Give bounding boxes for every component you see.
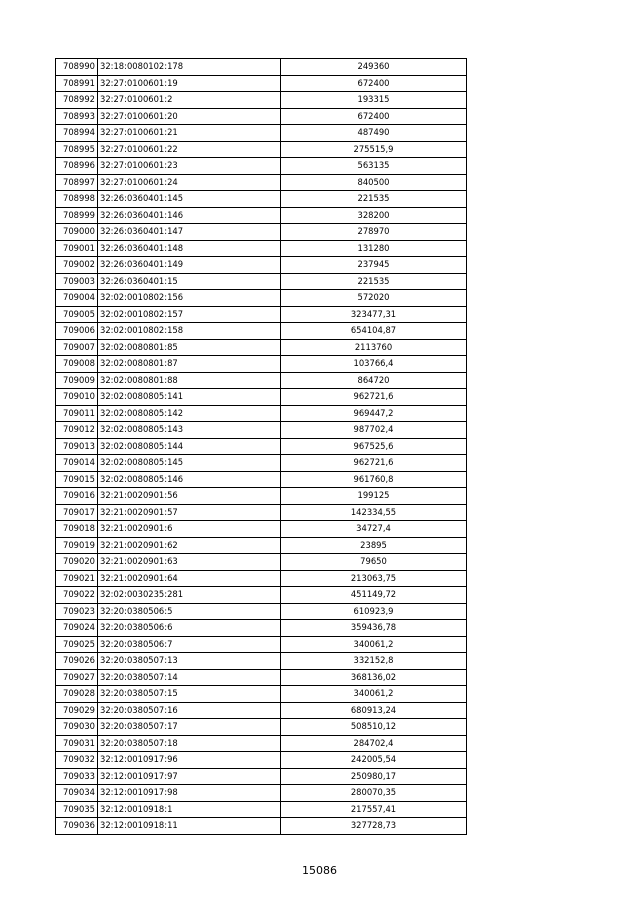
value-cell: 680913,24 — [281, 702, 467, 719]
row-id-cell: 709029 — [56, 702, 98, 719]
table-row — [56, 174, 467, 191]
table-row — [56, 75, 467, 92]
value-cell: 217557,41 — [281, 801, 467, 818]
value-cell: 327728,73 — [281, 818, 467, 835]
cadastral-number-cell: 32:27:0100601:20 — [98, 108, 281, 125]
table-row — [56, 801, 467, 818]
table-row — [56, 719, 467, 736]
row-id-cell: 709032 — [56, 752, 98, 769]
table-row — [56, 191, 467, 208]
cadastral-number-cell: 32:26:0360401:147 — [98, 224, 281, 241]
cadastral-number-cell: 32:02:0080805:144 — [98, 438, 281, 455]
cadastral-number-cell: 32:26:0360401:149 — [98, 257, 281, 274]
cadastral-number-cell: 32:21:0020901:63 — [98, 554, 281, 571]
row-id-cell: 709028 — [56, 686, 98, 703]
cadastral-number-cell: 32:02:0080805:146 — [98, 471, 281, 488]
row-id-cell: 709036 — [56, 818, 98, 835]
table-row — [56, 356, 467, 373]
row-id-cell: 709007 — [56, 339, 98, 356]
row-id-cell: 709016 — [56, 488, 98, 505]
value-cell: 340061,2 — [281, 636, 467, 653]
value-cell: 672400 — [281, 108, 467, 125]
row-id-cell: 709033 — [56, 768, 98, 785]
cadastral-number-cell: 32:02:0080805:141 — [98, 389, 281, 406]
value-cell: 250980,17 — [281, 768, 467, 785]
table-row — [56, 653, 467, 670]
table-row — [56, 702, 467, 719]
table-row — [56, 257, 467, 274]
cadastral-number-cell: 32:12:0010918:1 — [98, 801, 281, 818]
cadastral-number-cell: 32:27:0100601:24 — [98, 174, 281, 191]
cadastral-number-cell: 32:27:0100601:23 — [98, 158, 281, 175]
table-row — [56, 818, 467, 835]
cadastral-number-cell: 32:21:0020901:56 — [98, 488, 281, 505]
cadastral-number-cell: 32:27:0100601:21 — [98, 125, 281, 142]
cadastral-number-cell: 32:20:0380506:5 — [98, 603, 281, 620]
row-id-cell: 709011 — [56, 405, 98, 422]
cadastral-number-cell: 32:02:0010802:156 — [98, 290, 281, 307]
table-row — [56, 224, 467, 241]
cadastral-number-cell: 32:20:0380507:18 — [98, 735, 281, 752]
cadastral-number-cell: 32:21:0020901:62 — [98, 537, 281, 554]
row-id-cell: 709031 — [56, 735, 98, 752]
table-row — [56, 603, 467, 620]
row-id-cell: 709000 — [56, 224, 98, 241]
table-row — [56, 141, 467, 158]
row-id-cell: 708994 — [56, 125, 98, 142]
row-id-cell: 709035 — [56, 801, 98, 818]
cadastral-number-cell: 32:02:0080801:85 — [98, 339, 281, 356]
value-cell: 987702,4 — [281, 422, 467, 439]
cadastral-number-cell: 32:27:0100601:22 — [98, 141, 281, 158]
row-id-cell: 709018 — [56, 521, 98, 538]
row-id-cell: 709014 — [56, 455, 98, 472]
cadastral-number-cell: 32:26:0360401:148 — [98, 240, 281, 257]
cadastral-number-cell: 32:20:0380507:13 — [98, 653, 281, 670]
table-row — [56, 240, 467, 257]
value-cell: 332152,8 — [281, 653, 467, 670]
value-cell: 864720 — [281, 372, 467, 389]
value-cell: 23895 — [281, 537, 467, 554]
value-cell: 193315 — [281, 92, 467, 109]
row-id-cell: 709019 — [56, 537, 98, 554]
value-cell: 654104,87 — [281, 323, 467, 340]
value-cell: 962721,6 — [281, 455, 467, 472]
row-id-cell: 709012 — [56, 422, 98, 439]
table-row — [56, 323, 467, 340]
value-cell: 280070,35 — [281, 785, 467, 802]
row-id-cell: 709010 — [56, 389, 98, 406]
cadastral-number-cell: 32:02:0080801:88 — [98, 372, 281, 389]
row-id-cell: 708991 — [56, 75, 98, 92]
table-row — [56, 290, 467, 307]
value-cell: 275515,9 — [281, 141, 467, 158]
row-id-cell: 709023 — [56, 603, 98, 620]
cadastral-number-cell: 32:21:0020901:6 — [98, 521, 281, 538]
row-id-cell: 708997 — [56, 174, 98, 191]
table-row — [56, 422, 467, 439]
table-row — [56, 686, 467, 703]
cadastral-number-cell: 32:20:0380507:15 — [98, 686, 281, 703]
cadastral-number-cell: 32:18:0080102:178 — [98, 59, 281, 76]
row-id-cell: 708996 — [56, 158, 98, 175]
table-row — [56, 636, 467, 653]
cadastral-number-cell: 32:02:0010802:157 — [98, 306, 281, 323]
row-id-cell: 709013 — [56, 438, 98, 455]
table-row — [56, 306, 467, 323]
cadastral-number-cell: 32:12:0010917:97 — [98, 768, 281, 785]
table-row — [56, 339, 467, 356]
value-cell: 572020 — [281, 290, 467, 307]
row-id-cell: 708999 — [56, 207, 98, 224]
value-cell: 962721,6 — [281, 389, 467, 406]
table-row — [56, 587, 467, 604]
table-row — [56, 372, 467, 389]
value-cell: 368136,02 — [281, 669, 467, 686]
row-id-cell: 709005 — [56, 306, 98, 323]
table-row — [56, 504, 467, 521]
table-row — [56, 438, 467, 455]
cadastral-number-cell: 32:26:0360401:146 — [98, 207, 281, 224]
cadastral-number-cell: 32:02:0080805:145 — [98, 455, 281, 472]
row-id-cell: 709024 — [56, 620, 98, 637]
row-id-cell: 709006 — [56, 323, 98, 340]
cadastral-number-cell: 32:02:0010802:158 — [98, 323, 281, 340]
value-cell: 323477,31 — [281, 306, 467, 323]
value-cell: 840500 — [281, 174, 467, 191]
table-row — [56, 59, 467, 76]
table-row — [56, 620, 467, 637]
value-cell: 328200 — [281, 207, 467, 224]
value-cell: 34727,4 — [281, 521, 467, 538]
cadastral-number-cell: 32:26:0360401:145 — [98, 191, 281, 208]
row-id-cell: 709022 — [56, 587, 98, 604]
row-id-cell: 709004 — [56, 290, 98, 307]
value-cell: 131280 — [281, 240, 467, 257]
value-cell: 967525,6 — [281, 438, 467, 455]
row-id-cell: 708995 — [56, 141, 98, 158]
cadastral-number-cell: 32:27:0100601:19 — [98, 75, 281, 92]
row-id-cell: 708998 — [56, 191, 98, 208]
value-cell: 213063,75 — [281, 570, 467, 587]
cadastral-number-cell: 32:02:0080805:143 — [98, 422, 281, 439]
page-number: 15086 — [302, 864, 337, 877]
value-cell: 961760,8 — [281, 471, 467, 488]
table-row — [56, 125, 467, 142]
value-cell: 451149,72 — [281, 587, 467, 604]
cadastral-number-cell: 32:12:0010918:11 — [98, 818, 281, 835]
value-cell: 2113760 — [281, 339, 467, 356]
table-row — [56, 455, 467, 472]
row-id-cell: 709034 — [56, 785, 98, 802]
table-row — [56, 537, 467, 554]
row-id-cell: 709008 — [56, 356, 98, 373]
cadastral-number-cell: 32:20:0380506:6 — [98, 620, 281, 637]
cadastral-number-cell: 32:21:0020901:64 — [98, 570, 281, 587]
row-id-cell: 709021 — [56, 570, 98, 587]
cadastral-number-cell: 32:20:0380506:7 — [98, 636, 281, 653]
value-cell: 359436,78 — [281, 620, 467, 637]
cadastral-number-cell: 32:26:0360401:15 — [98, 273, 281, 290]
row-id-cell: 709026 — [56, 653, 98, 670]
cadastral-number-cell: 32:27:0100601:2 — [98, 92, 281, 109]
row-id-cell: 708992 — [56, 92, 98, 109]
table-row — [56, 92, 467, 109]
cadastral-number-cell: 32:12:0010917:96 — [98, 752, 281, 769]
value-cell: 237945 — [281, 257, 467, 274]
value-cell: 79650 — [281, 554, 467, 571]
value-cell: 672400 — [281, 75, 467, 92]
table-row — [56, 273, 467, 290]
row-id-cell: 708993 — [56, 108, 98, 125]
table-body — [56, 59, 467, 835]
value-cell: 969447,2 — [281, 405, 467, 422]
table-row — [56, 521, 467, 538]
cadastral-number-cell: 32:02:0080805:142 — [98, 405, 281, 422]
value-cell: 142334,55 — [281, 504, 467, 521]
table-row — [56, 570, 467, 587]
row-id-cell: 709030 — [56, 719, 98, 736]
table-row — [56, 768, 467, 785]
row-id-cell: 709003 — [56, 273, 98, 290]
value-cell: 103766,4 — [281, 356, 467, 373]
row-id-cell: 709025 — [56, 636, 98, 653]
value-cell: 563135 — [281, 158, 467, 175]
value-cell: 221535 — [281, 191, 467, 208]
table-row — [56, 471, 467, 488]
value-cell: 278970 — [281, 224, 467, 241]
value-cell: 610923,9 — [281, 603, 467, 620]
value-cell: 221535 — [281, 273, 467, 290]
row-id-cell: 709015 — [56, 471, 98, 488]
row-id-cell: 708990 — [56, 59, 98, 76]
table-row — [56, 389, 467, 406]
table-row — [56, 405, 467, 422]
table-row — [56, 554, 467, 571]
cadastral-number-cell: 32:20:0380507:14 — [98, 669, 281, 686]
table-row — [56, 488, 467, 505]
value-cell: 487490 — [281, 125, 467, 142]
table-row — [56, 752, 467, 769]
cadastral-number-cell: 32:20:0380507:16 — [98, 702, 281, 719]
cadastral-number-cell: 32:21:0020901:57 — [98, 504, 281, 521]
value-cell: 508510,12 — [281, 719, 467, 736]
cadastral-value-table — [55, 58, 467, 835]
value-cell: 284702,4 — [281, 735, 467, 752]
row-id-cell: 709001 — [56, 240, 98, 257]
cadastral-number-cell: 32:12:0010917:98 — [98, 785, 281, 802]
row-id-cell: 709009 — [56, 372, 98, 389]
row-id-cell: 709027 — [56, 669, 98, 686]
value-cell: 199125 — [281, 488, 467, 505]
table-row — [56, 207, 467, 224]
table-row — [56, 669, 467, 686]
row-id-cell: 709017 — [56, 504, 98, 521]
row-id-cell: 709020 — [56, 554, 98, 571]
table-row — [56, 158, 467, 175]
table-row — [56, 108, 467, 125]
cadastral-number-cell: 32:20:0380507:17 — [98, 719, 281, 736]
table-row — [56, 735, 467, 752]
table-row — [56, 785, 467, 802]
value-cell: 249360 — [281, 59, 467, 76]
row-id-cell: 709002 — [56, 257, 98, 274]
cadastral-number-cell: 32:02:0080801:87 — [98, 356, 281, 373]
cadastral-number-cell: 32:02:0030235:281 — [98, 587, 281, 604]
value-cell: 242005,54 — [281, 752, 467, 769]
value-cell: 340061,2 — [281, 686, 467, 703]
